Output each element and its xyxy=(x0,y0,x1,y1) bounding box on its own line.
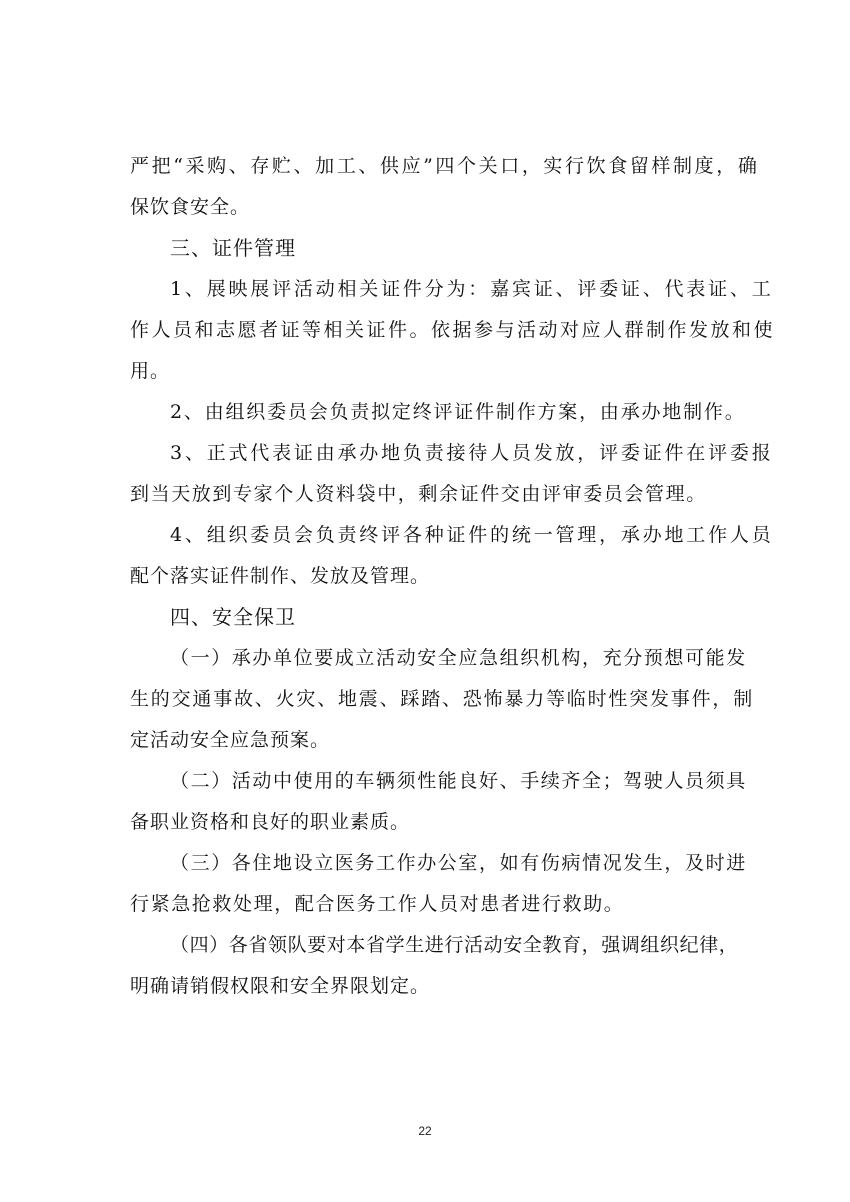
text-line: 配个落实证件制作、发放及管理。 xyxy=(130,565,431,587)
paragraph xyxy=(130,146,760,228)
section-heading xyxy=(130,597,730,638)
page-content xyxy=(130,146,776,1007)
heading-text: 四、安全保卫 xyxy=(170,605,296,629)
text-line: 1、展映展评活动相关证件分为：嘉宾证、评委证、代表证、工 xyxy=(170,278,774,300)
text-line: （三）各住地设立医务工作办公室，如有伤病情况发生，及时进 xyxy=(170,852,747,874)
paragraph xyxy=(130,925,739,1007)
text-line: 到当天放到专家个人资料袋中，剩余证件交由评审委员会管理。 xyxy=(130,483,707,505)
text-line: 生的交通事故、火灾、地震、踩踏、恐怖暴力等临时性突发事件，制 xyxy=(130,688,755,710)
text-line: 明确请销假权限和安全界限划定。 xyxy=(130,975,431,997)
text-line: 2、由组织委员会负责拟定终评证件制作方案，由承办地制作。 xyxy=(170,401,746,423)
text-line: （四）各省领队要对本省学生进行活动安全教育，强调组织纪律， xyxy=(170,934,739,956)
paragraph xyxy=(130,761,747,843)
text-line: （二）活动中使用的车辆须性能良好、手续齐全；驾驶人员须具 xyxy=(170,770,747,792)
text-line: 备职业资格和良好的职业素质。 xyxy=(130,811,411,833)
text-line: 作人员和志愿者证等相关证件。依据参与活动对应人群制作发放和使 xyxy=(130,319,776,341)
text-line: 行紧急抢救处理，配合医务工作人员对患者进行救助。 xyxy=(130,893,625,915)
text-line: 定活动安全应急预案。 xyxy=(130,729,331,751)
text-line: 严把“采购、存贮、加工、供应”四个关口，实行饮食留样制度，确 xyxy=(130,155,760,177)
heading-text: 三、证件管理 xyxy=(170,236,296,260)
text-line: 3、正式代表证由承办地负责接待人员发放，评委证件在评委报 xyxy=(170,442,774,464)
text-line: 保饮食安全。 xyxy=(130,196,251,218)
text-line: 4、组织委员会负责终评各种证件的统一管理，承办地工作人员 xyxy=(170,524,774,546)
paragraph xyxy=(130,638,755,761)
text-line: 用。 xyxy=(130,360,171,382)
paragraph xyxy=(130,392,746,433)
section-heading xyxy=(130,228,730,269)
text-line: （一）承办单位要成立活动安全应急组织机构，充分预想可能发 xyxy=(170,647,747,669)
paragraph xyxy=(130,269,776,392)
paragraph xyxy=(130,433,774,515)
page-number: 22 xyxy=(418,1124,432,1138)
paragraph xyxy=(130,843,747,925)
paragraph xyxy=(130,515,774,597)
